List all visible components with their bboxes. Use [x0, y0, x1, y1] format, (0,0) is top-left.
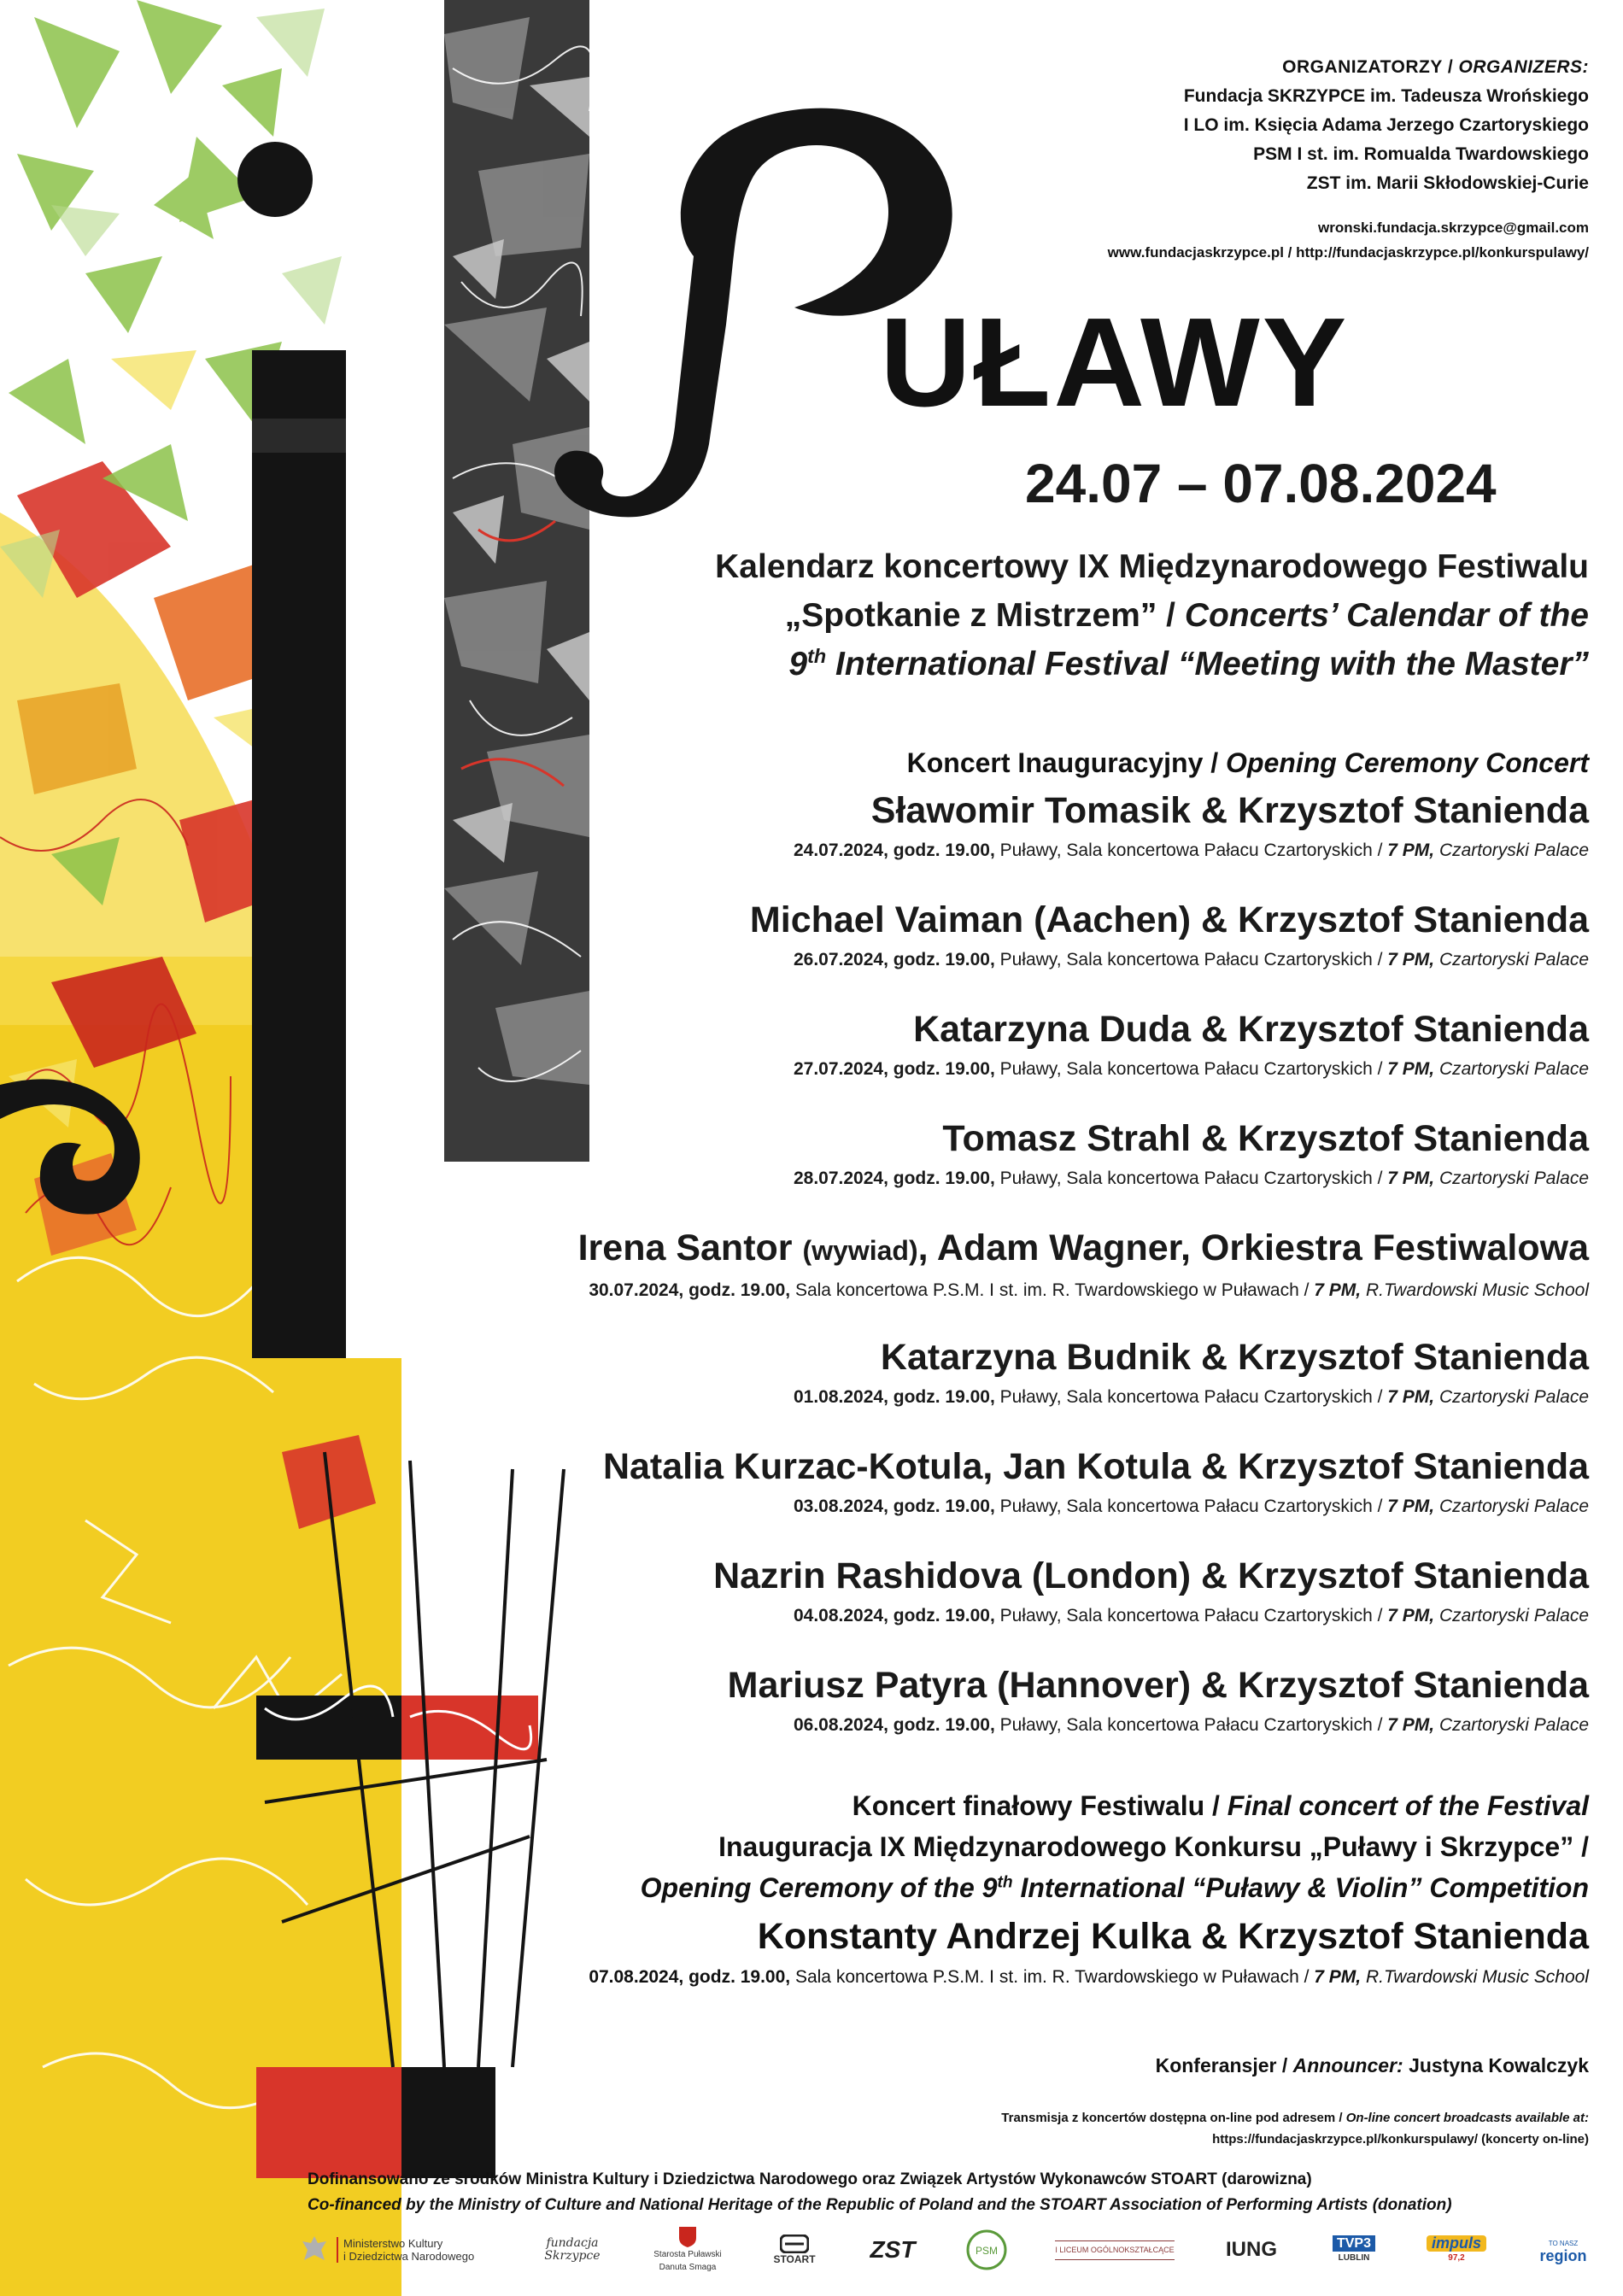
stoart-icon	[780, 2234, 809, 2253]
ministry-name-1: Ministerstwo Kultury	[343, 2237, 443, 2250]
region-tagline: TO NASZ	[1548, 2240, 1579, 2247]
competition-inauguration-en	[308, 1867, 1589, 1908]
subtitle-en: Concerts’ Calendar of the	[1184, 597, 1589, 634]
iung-logo	[1217, 2224, 1286, 2276]
stoart-text: STOART	[773, 2252, 816, 2265]
concert-details	[308, 1602, 1589, 1630]
subtitle-line-1: Kalendarz koncertowy IX Międzynarodowego Festiwalu	[715, 548, 1589, 585]
organizers-heading-en: ORGANIZERS:	[1458, 57, 1589, 77]
performer-note: (wywiad)	[802, 1235, 918, 1266]
concert-venue-en: Czartoryski Palace	[1434, 840, 1589, 860]
transmission-note	[735, 2107, 1589, 2150]
ministry-name-2: i Dziedzictwa Narodowego	[343, 2250, 475, 2263]
concert-date: 03.08.2024, godz. 19.00,	[793, 1496, 995, 1516]
concert-item	[308, 893, 1589, 1003]
starosta-logo	[649, 2224, 726, 2276]
psm-logo	[961, 2224, 1012, 2276]
separator: /	[1157, 597, 1185, 634]
concert-venue-en: Czartoryski Palace	[1434, 1387, 1589, 1407]
iung-text: IUNG	[1226, 2238, 1277, 2261]
announcer-label-pl: Konferansjer	[1155, 2054, 1277, 2076]
organizers-block	[820, 53, 1589, 265]
starosta-name-1: Starosta Puławski	[653, 2250, 722, 2259]
sponsor-logos	[299, 2219, 1597, 2281]
transmission-en: On-line concert broadcasts available at:	[1345, 2111, 1589, 2125]
concert-venue: Sala koncertowa P.S.M. I st. im. R. Twardowskiego w Puławach /	[790, 1967, 1315, 1987]
concert-venue-en: Czartoryski Palace	[1434, 1059, 1589, 1079]
concert-venue-en: Czartoryski Palace	[1434, 1606, 1589, 1625]
subtitle-festival-name: „Spotkanie z Mistrzem”	[784, 597, 1157, 634]
concert-performers: Nazrin Rashidova (London) & Krzysztof Stanienda	[713, 1555, 1589, 1596]
transmission-pl: Transmisja z koncertów dostępna on-line pod adresem /	[1001, 2111, 1346, 2125]
concert-time-en: 7 PM,	[1387, 1387, 1435, 1407]
concert-venue: Puławy, Sala koncertowa Pałacu Czartoryskich /	[994, 1059, 1388, 1079]
subtitle-line-2	[478, 591, 1589, 640]
concert-venue: Puławy, Sala koncertowa Pałacu Czartoryskich /	[994, 1606, 1388, 1625]
subtitle-line-3	[478, 640, 1589, 688]
organizer-3: PSM I st. im. Romualda Twardowskiego	[1253, 144, 1589, 164]
concert-time-en: 7 PM,	[1387, 1168, 1435, 1188]
ordinal-suffix: th	[997, 1873, 1013, 1892]
concert-date: 04.08.2024, godz. 19.00,	[793, 1606, 995, 1625]
eagle-icon	[299, 2233, 330, 2267]
concert-performers: Mariusz Patyra (Hannover) & Krzysztof Stanienda	[727, 1665, 1589, 1706]
final-concert-label	[308, 1785, 1589, 1826]
concert-details	[308, 1712, 1589, 1739]
announcer-name: Justyna Kowalczyk	[1403, 2054, 1589, 2076]
concert-item	[308, 784, 1589, 893]
concert-item	[308, 1003, 1589, 1112]
fundacja-logo-text: fundacja Skrzypce	[544, 2236, 601, 2263]
concert-item	[308, 1112, 1589, 1221]
ministry-logo	[299, 2224, 495, 2276]
final-label-en: Final concert of the Festival	[1227, 1790, 1589, 1821]
final-label-pl: Koncert finałowy Festiwalu	[852, 1790, 1205, 1821]
zst-logo	[863, 2224, 923, 2276]
lo-logo	[1051, 2224, 1179, 2276]
funding-pl: Dofinansowano ze środków Ministra Kultury i Dziedzictwa Narodowego oraz Związek Artystów Wykonawców STOART (darowizna)	[308, 2170, 1312, 2188]
separator: /	[1203, 747, 1227, 778]
festival-dates: 24.07 – 07.08.2024	[1025, 453, 1497, 514]
concert-time-en: 7 PM,	[1387, 1059, 1435, 1079]
subtitle-en-rest: International Festival “Meeting with the Master”	[826, 646, 1589, 682]
separator: /	[1442, 57, 1459, 77]
final-details	[308, 1965, 1589, 1990]
concert-date: 07.08.2024, godz. 19.00,	[589, 1967, 791, 1987]
tvp3-city: LUBLIN	[1338, 2253, 1370, 2263]
funding-note	[308, 2167, 1452, 2218]
concert-time-en: 7 PM,	[1314, 1967, 1362, 1987]
impuls-frequency: 97,2	[1448, 2253, 1465, 2263]
opening-label-en: Opening Ceremony Concert	[1226, 747, 1589, 778]
concert-details	[308, 837, 1589, 864]
concert-venue: Puławy, Sala koncertowa Pałacu Czartoryskich /	[994, 1715, 1388, 1735]
to-nasz-region-logo	[1529, 2224, 1597, 2276]
ordinal-suffix: th	[807, 645, 827, 667]
concert-performers	[308, 1221, 1589, 1277]
tvp3-text: TVP3	[1333, 2235, 1375, 2252]
organizer-1: Fundacja SKRZYPCE im. Tadeusza Wrońskiego	[1183, 86, 1589, 106]
concert-venue: Puławy, Sala koncertowa Pałacu Czartoryskich /	[994, 840, 1388, 860]
lo-text: I LICEUM OGÓLNOKSZTAŁCĄCE	[1055, 2240, 1174, 2260]
concert-performers: Tomasz Strahl & Krzysztof Stanienda	[942, 1118, 1589, 1159]
organizer-4: ZST im. Marii Skłodowskiej-Curie	[1306, 173, 1589, 193]
concert-venue-en: R.Twardowski Music School	[1361, 1280, 1589, 1300]
concert-performers: Sławomir Tomasik & Krzysztof Stanienda	[870, 790, 1589, 831]
concert-performers: Michael Vaiman (Aachen) & Krzysztof Stanienda	[749, 899, 1589, 940]
radio-impuls-logo	[1422, 2224, 1491, 2276]
calendar-subtitle	[478, 542, 1589, 688]
music-school-icon	[965, 2229, 1008, 2271]
organizers-heading-pl: ORGANIZATORZY	[1282, 57, 1443, 77]
festival-title: UŁAWY	[880, 292, 1350, 433]
opening-label-pl: Koncert Inauguracyjny	[906, 747, 1204, 778]
concert-details	[308, 1277, 1589, 1304]
concert-date: 28.07.2024, godz. 19.00,	[793, 1168, 995, 1188]
concert-time-en: 7 PM,	[1387, 1606, 1435, 1625]
organizers-heading	[820, 53, 1589, 82]
region-text: region	[1539, 2247, 1587, 2264]
psm-icon-letters: PSM	[975, 2245, 999, 2257]
starosta-name-2: Danuta Smaga	[659, 2263, 717, 2272]
concert-item	[308, 1549, 1589, 1659]
concert-venue-en: Czartoryski Palace	[1434, 1168, 1589, 1188]
concert-venue: Puławy, Sala koncertowa Pałacu Czartoryskich /	[994, 1496, 1388, 1516]
concert-venue: Puławy, Sala koncertowa Pałacu Czartoryskich /	[994, 1387, 1388, 1407]
performer-name: Irena Santor	[577, 1227, 803, 1268]
concert-venue-en: Czartoryski Palace	[1434, 1715, 1589, 1735]
concert-time-en: 7 PM,	[1387, 950, 1435, 969]
concert-date: 24.07.2024, godz. 19.00,	[793, 840, 995, 860]
concert-date: 01.08.2024, godz. 19.00,	[793, 1387, 995, 1407]
concert-performers: Katarzyna Duda & Krzysztof Stanienda	[913, 1009, 1589, 1050]
edition-number: 9	[788, 646, 808, 682]
competition-en-pre: Opening Ceremony of the 9	[640, 1872, 998, 1903]
concert-item	[308, 1659, 1589, 1768]
concert-date: 27.07.2024, godz. 19.00,	[793, 1059, 995, 1079]
performer-names-rest: , Adam Wagner, Orkiestra Festiwalowa	[917, 1227, 1589, 1268]
zst-text: ZST	[870, 2236, 916, 2263]
separator: /	[1276, 2054, 1293, 2076]
concert-performers: Natalia Kurzac-Kotula, Jan Kotula & Krzysztof Stanienda	[602, 1446, 1589, 1487]
organizer-2: I LO im. Księcia Adama Jerzego Czartoryskiego	[1183, 115, 1589, 135]
website-links[interactable]: www.fundacjaskrzypce.pl / http://fundacjaskrzypce.pl/konkurspulawy/	[1107, 244, 1589, 261]
contact-email[interactable]: wronski.fundacja.skrzypce@gmail.com	[1317, 220, 1589, 236]
concert-time-en: 7 PM,	[1314, 1280, 1362, 1300]
concert-time-en: 7 PM,	[1387, 1715, 1435, 1735]
concert-venue-en: Czartoryski Palace	[1434, 1496, 1589, 1516]
competition-en-post: International “Puławy & Violin” Competition	[1012, 1872, 1589, 1903]
shield-icon	[678, 2226, 697, 2248]
opening-concert-label	[907, 746, 1589, 780]
concert-item	[308, 1221, 1589, 1331]
concert-details	[308, 1384, 1589, 1411]
final-performers: Konstanty Andrzej Kulka & Krzysztof Stanienda	[757, 1916, 1589, 1957]
concert-venue-en: Czartoryski Palace	[1434, 950, 1589, 969]
transmission-line-1	[735, 2107, 1589, 2129]
fundacja-skrzypce-logo	[534, 2224, 611, 2276]
funding-en: Co-financed by the Ministry of Culture and National Heritage of the Republic of Poland and the STOART Association of Performing Artists (donation)	[308, 2196, 1452, 2214]
concert-list	[308, 784, 1589, 1768]
competition-inauguration: Inauguracja IX Międzynarodowego Konkursu „Puławy i Skrzypce” /	[718, 1831, 1589, 1862]
concert-venue: Puławy, Sala koncertowa Pałacu Czartoryskich /	[994, 1168, 1388, 1188]
separator: /	[1204, 1790, 1228, 1821]
announcer-line	[1156, 2052, 1589, 2079]
stoart-logo	[765, 2224, 824, 2276]
final-concert-block	[308, 1785, 1589, 1990]
concert-date: 30.07.2024, godz. 19.00,	[589, 1280, 791, 1300]
concert-time-en: 7 PM,	[1387, 1496, 1435, 1516]
concert-date: 26.07.2024, godz. 19.00,	[793, 950, 995, 969]
concert-item	[308, 1331, 1589, 1440]
concert-performers: Katarzyna Budnik & Krzysztof Stanienda	[880, 1337, 1589, 1378]
concert-time-en: 7 PM,	[1387, 840, 1435, 860]
concert-details	[308, 1056, 1589, 1083]
announcer-label-en: Announcer:	[1292, 2054, 1403, 2076]
concert-venue: Sala koncertowa P.S.M. I st. im. R. Twardowskiego w Puławach /	[790, 1280, 1315, 1300]
transmission-url[interactable]: https://fundacjaskrzypce.pl/konkurspulawy/ (koncerty on-line)	[1212, 2132, 1589, 2147]
concert-item	[308, 1440, 1589, 1549]
concert-details	[308, 1165, 1589, 1192]
tvp3-logo	[1324, 2224, 1384, 2276]
concert-venue-en: R.Twardowski Music School	[1361, 1967, 1589, 1987]
concert-venue: Puławy, Sala koncertowa Pałacu Czartoryskich /	[994, 950, 1388, 969]
impuls-text: impuls	[1427, 2235, 1486, 2252]
concert-date: 06.08.2024, godz. 19.00,	[793, 1715, 995, 1735]
concert-details	[308, 946, 1589, 974]
concert-details	[308, 1493, 1589, 1520]
